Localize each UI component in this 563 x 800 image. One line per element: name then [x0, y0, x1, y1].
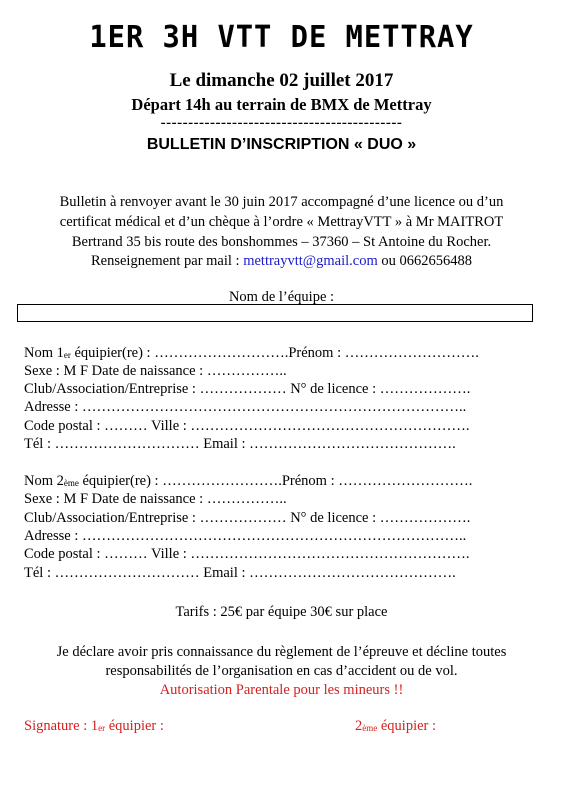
- intro-line-4: [0, 251, 563, 271]
- contact-email-link[interactable]: mettrayvtt@gmail.com: [243, 253, 378, 269]
- bulletin-title: BULLETIN D’INSCRIPTION « DUO »: [146, 136, 417, 153]
- rider2-sex-line[interactable]: Sexe : M F Date de naissance : ……………..: [24, 491, 287, 507]
- team-name-field[interactable]: [17, 304, 533, 322]
- rider1-name-fields[interactable]: équipier(re) : ……………………….Prénom : ……………………….: [70, 345, 479, 361]
- signature-number-2: 2: [355, 718, 363, 734]
- rider2-postal-line[interactable]: Code postal : ……… Ville : ………………………………………………….: [24, 546, 470, 562]
- rider2-name-label: Nom 2: [24, 473, 64, 489]
- contact-phone: ou 0662656488: [377, 253, 473, 269]
- rider1-club-line[interactable]: Club/Association/Entreprise : ……………… N° de licence : ……………….: [24, 381, 471, 397]
- signature-label: Signature : 1: [24, 718, 99, 734]
- pricing-text: Tarifs : 25€ par équipe 30€ sur place: [175, 604, 388, 620]
- event-title: 1ER 3H VTT DE METTRAY: [89, 20, 474, 55]
- signature-rider1: [24, 716, 164, 738]
- rider2-club-line[interactable]: Club/Association/Entreprise : ……………… N° de licence : ……………….: [24, 510, 471, 526]
- signature-rider2-label: équipier :: [377, 718, 437, 734]
- rider1-name-label: Nom 1: [24, 345, 64, 361]
- separator-line: --------------------------------------------: [160, 115, 403, 131]
- rider1-phone-line[interactable]: Tél : ………………………… Email : …………………………………….: [24, 436, 456, 452]
- signature-rider2: [355, 716, 436, 738]
- event-date: Le dimanche 02 juillet 2017: [169, 70, 394, 91]
- signature-ordinal-1: er: [98, 723, 106, 733]
- rider1-postal-line[interactable]: Code postal : ……… Ville : ………………………………………………….: [24, 418, 470, 434]
- event-departure: Départ 14h au terrain de BMX de Mettray: [131, 95, 432, 114]
- rider2-name-fields[interactable]: équipier(re) : …………………….Prénom : ……………………….: [78, 473, 473, 489]
- rider1-ordinal: er: [63, 350, 71, 360]
- rider2-phone-line[interactable]: Tél : ………………………… Email : …………………………………….: [24, 565, 456, 581]
- rider2-ordinal: ème: [63, 478, 79, 488]
- rider1-name-line: [24, 345, 479, 362]
- contact-label: Renseignement par mail :: [90, 253, 244, 269]
- intro-line-3: Bertrand 35 bis route des bonshommes – 37360 – St Antoine du Rocher.: [71, 234, 492, 250]
- rider1-address-line[interactable]: Adresse : ……………………………………………………………………..: [24, 399, 467, 415]
- team-name-label: Nom de l’équipe :: [228, 289, 335, 305]
- intro-line-1: Bulletin à renvoyer avant le 30 juin 2017 accompagné d’une licence ou d’un: [59, 194, 504, 210]
- rider2-address-line[interactable]: Adresse : ……………………………………………………………………..: [24, 528, 467, 544]
- declaration-line-2: responsabilités de l’organisation en cas d’accident ou de vol.: [105, 663, 458, 679]
- parental-authorization-note: Autorisation Parentale pour les mineurs !!: [159, 682, 404, 698]
- signature-ordinal-2: ème: [362, 723, 378, 733]
- rider1-sex-line[interactable]: Sexe : M F Date de naissance : ……………..: [24, 363, 287, 379]
- intro-line-2: certificat médical et d’un chèque à l’ordre « MettrayVTT » à Mr MAITROT: [59, 214, 504, 230]
- declaration-line-1: Je déclare avoir pris connaissance du règlement de l’épreuve et décline toutes: [56, 644, 507, 660]
- signature-rider1-label: équipier :: [105, 718, 164, 734]
- rider2-name-line: [24, 473, 472, 490]
